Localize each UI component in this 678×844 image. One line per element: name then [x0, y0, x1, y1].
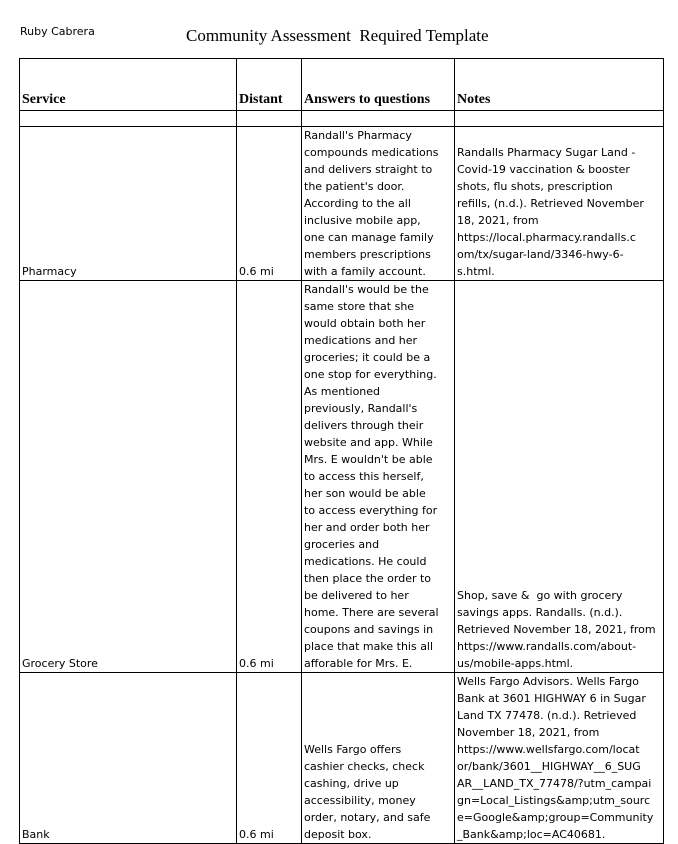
header-notes: Notes	[455, 59, 664, 111]
table-row-pharmacy	[20, 127, 664, 281]
spacer-row	[20, 111, 664, 127]
spacer-cell	[20, 111, 237, 127]
distance-cell: 0.6 mi	[237, 127, 302, 281]
notes-cell: Shop, save & go with grocery savings apps. Randalls. (n.d.). Retrieved November 18, 2021, from https://www.randalls.com/about- us/mobile-apps.html.	[455, 281, 664, 673]
table-row-bank	[20, 673, 664, 844]
answers-cell: Randall's would be the same store that she would obtain both her medications and her groceries; it could be a one stop for everything. As mentioned previously, Randall's delivers through their website and app. While Mrs. E wouldn't be able to access this herself, her son would be able to access everything for her and order both her groceries and medications. He could then place the order to be delivered to her home. There are several coupons and savings in place that make this all afforable for Mrs. E.	[302, 281, 455, 673]
header-row	[20, 59, 664, 111]
spacer-cell	[302, 111, 455, 127]
header-service: Service	[20, 59, 237, 111]
service-cell: Grocery Store	[20, 281, 237, 673]
table-row-grocery-store	[20, 281, 664, 673]
answers-cell: Randall's Pharmacy compounds medications and delivers straight to the patient's door. According to the all inclusive mobile app, one can manage family members prescriptions with a family account.	[302, 127, 455, 281]
notes-cell: Wells Fargo Advisors. Wells Fargo Bank at 3601 HIGHWAY 6 in Sugar Land TX 77478. (n.d.). Retrieved November 18, 2021, from https://www.wellsfargo.com/locat or/bank/3601__HIGHWAY__6_SUG AR__LAND_TX_77478/?utm_campai gn=Local_Listings&amp;utm_sourc e=Google&amp;group=Community _Bank&amp;loc=AC40681.	[455, 673, 664, 844]
service-cell: Pharmacy	[20, 127, 237, 281]
assessment-table	[19, 58, 664, 844]
distance-cell: 0.6 mi	[237, 281, 302, 673]
service-cell: Bank	[20, 673, 237, 844]
author-name: Ruby Cabrera	[20, 25, 95, 38]
header-answers: Answers to questions	[302, 59, 455, 111]
header-distant: Distant	[237, 59, 302, 111]
answers-cell: Wells Fargo offers cashier checks, check cashing, drive up accessibility, money order, notary, and safe deposit box.	[302, 673, 455, 844]
notes-cell: Randalls Pharmacy Sugar Land - Covid-19 vaccination & booster shots, flu shots, prescription refills, (n.d.). Retrieved November 18, 2021, from https://local.pharmacy.randalls.c om/tx/sugar-land/3346-hwy-6- s.html.	[455, 127, 664, 281]
spacer-cell	[455, 111, 664, 127]
page-title: Community Assessment Required Template	[186, 26, 489, 45]
spacer-cell	[237, 111, 302, 127]
distance-cell: 0.6 mi	[237, 673, 302, 844]
